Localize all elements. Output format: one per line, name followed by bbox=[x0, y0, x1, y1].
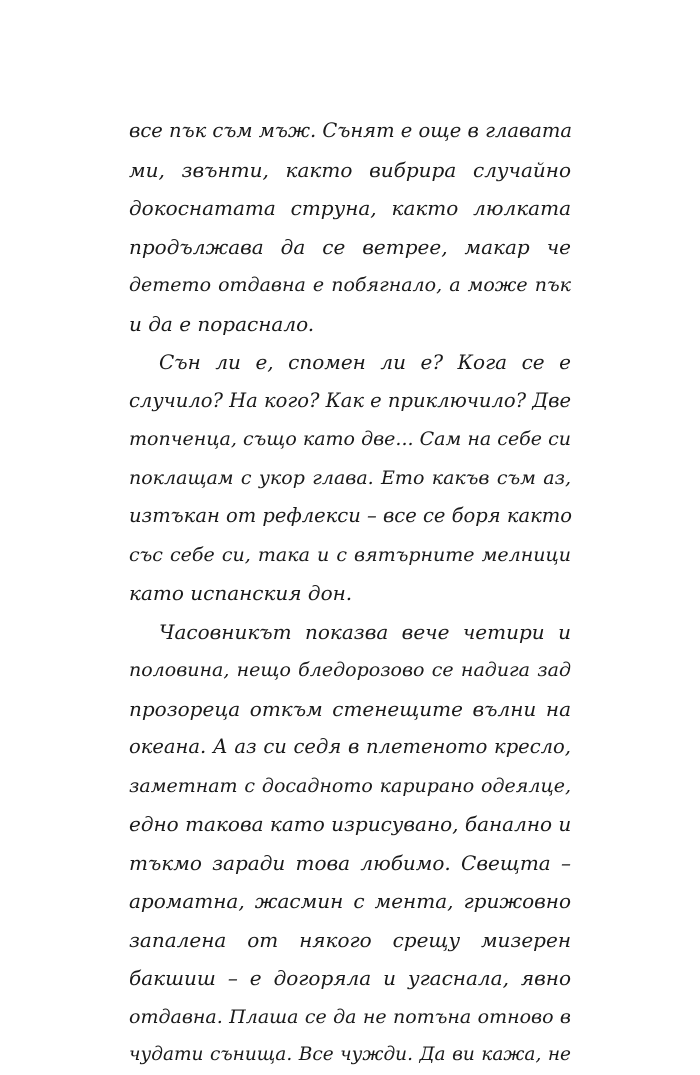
text-line: детето отдавна е побягнало, а може пък bbox=[129, 274, 571, 296]
text-line: и да е порасналo. bbox=[129, 311, 315, 336]
text-line: ароматна, жасмин с мента, грижовно bbox=[129, 889, 571, 913]
text-line: отдавна. Плаша се да не потъна отново в bbox=[129, 1005, 571, 1028]
text-line: половина, нещо бледорозово се надига зад bbox=[129, 659, 571, 681]
text-line: Сън ли е, спомен ли е? Кога се е bbox=[159, 350, 571, 374]
page-text bbox=[129, 112, 571, 1075]
text-line: прозореца откъм стенещите вълни на bbox=[129, 696, 571, 721]
text-line: като испанския дон. bbox=[129, 581, 353, 605]
text-line: изтъкан от рефлекси – все се боря както bbox=[129, 504, 572, 527]
text-line: топченца, също като две... Сам на себе си bbox=[129, 428, 571, 450]
text-line: чудати сънища. Все чужди. Да ви кажа, не bbox=[129, 1044, 571, 1065]
text-line: запалена от някого срещу мизерен bbox=[129, 927, 571, 952]
text-line: океана. А аз си седя в плетеното кресло, bbox=[129, 735, 571, 758]
text-line: със себе си, така и с вятърните мелници bbox=[129, 543, 571, 566]
text-line: продължава да се ветрее, макар че bbox=[129, 234, 571, 259]
text-line: поклащам с укор глава. Ето какъв съм аз, bbox=[129, 466, 571, 489]
text-line: все пък съм мъж. Сънят е още в главата bbox=[129, 119, 573, 142]
text-line: Часовникът показва вече четири и bbox=[159, 619, 571, 644]
text-line: докоснатата струна, както люлката bbox=[129, 196, 571, 220]
text-line: ми, звънти, както вибрира случайно bbox=[129, 157, 571, 182]
text-line: бакшиш – е догоряла и угаснала, явно bbox=[129, 966, 571, 990]
text-line: едно такова като изрисувано, банално и bbox=[129, 812, 572, 836]
text-line: тъкмо заради това любимо. Свещта – bbox=[129, 850, 571, 875]
text-line: случило? На кого? Как е приключило? Две bbox=[129, 388, 571, 412]
text-line: заметнат с досадното карирано одеялце, bbox=[129, 774, 571, 797]
